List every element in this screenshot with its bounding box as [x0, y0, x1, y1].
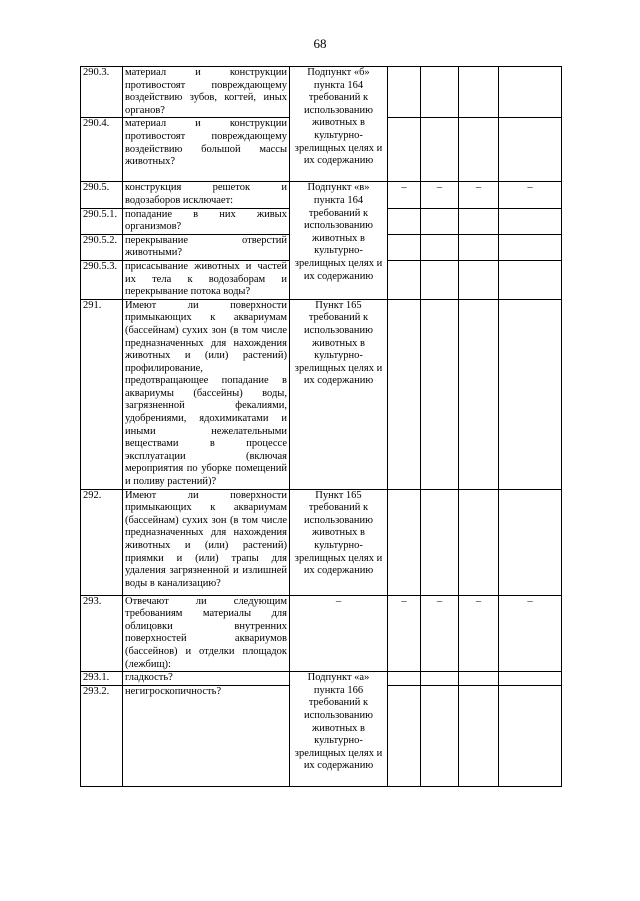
answer-cell-no[interactable] [421, 685, 459, 786]
question-text: конструкция решеток и водозаборов исключает: [123, 182, 290, 208]
page-number: 68 [313, 36, 327, 51]
item-number: 290.5.1. [81, 208, 123, 234]
item-number: 290.5.3. [81, 260, 123, 299]
question-text: перекрывание отверстий животными? [123, 234, 290, 260]
answer-cell-no[interactable] [421, 299, 459, 489]
item-number: 292. [81, 489, 123, 595]
answer-cell-yes[interactable] [388, 67, 421, 118]
answer-cell-note[interactable] [499, 299, 562, 489]
answer-cell-yes[interactable] [388, 234, 421, 260]
table-row [81, 67, 562, 118]
item-number: 290.5. [81, 182, 123, 208]
question-text: Отвечают ли следующим требованиям материалы для облицовки внутренних поверхностей аквариумов (бассейнов) и отделки площадок (лежбищ): [123, 595, 290, 672]
table-row [81, 595, 562, 672]
answer-cell-note[interactable] [499, 208, 562, 234]
answer-cell-note[interactable] [499, 672, 562, 686]
answer-cell-yes[interactable] [388, 685, 421, 786]
answer-cell-yes[interactable] [388, 118, 421, 182]
item-number: 290.5.2. [81, 234, 123, 260]
answer-cell-na[interactable] [459, 67, 499, 118]
item-number: 293.2. [81, 685, 123, 786]
answer-cell-na[interactable] [459, 685, 499, 786]
dash-mark: – [459, 182, 499, 208]
answer-cell-na[interactable] [459, 118, 499, 182]
checklist-table [80, 66, 562, 787]
answer-cell-no[interactable] [421, 260, 459, 299]
answer-cell-no[interactable] [421, 208, 459, 234]
dash-mark: – [388, 182, 421, 208]
answer-cell-note[interactable] [499, 489, 562, 595]
question-text: негигроскопичность? [123, 685, 290, 786]
answer-cell-yes[interactable] [388, 672, 421, 686]
requirement-reference: Подпункт «а» пункта 166 требований к использованию животных в культурно-зрелищных целях и их содержанию [290, 672, 388, 787]
item-number: 291. [81, 299, 123, 489]
dash-mark: – [499, 182, 562, 208]
table-row [81, 182, 562, 208]
answer-cell-no[interactable] [421, 234, 459, 260]
requirement-reference: Пункт 165 требований к использованию животных в культурно-зрелищных целях и их содержанию [290, 489, 388, 595]
item-number: 290.4. [81, 118, 123, 182]
dash-mark: – [499, 595, 562, 672]
answer-cell-no[interactable] [421, 672, 459, 686]
question-text: гладкость? [123, 672, 290, 686]
item-number: 293. [81, 595, 123, 672]
answer-cell-note[interactable] [499, 118, 562, 182]
answer-cell-no[interactable] [421, 67, 459, 118]
question-text: попадание в них живых организмов? [123, 208, 290, 234]
requirement-reference: Подпункт «б» пункта 164 требований к использованию животных в культурно-зрелищных целях и их содержанию [290, 67, 388, 182]
answer-cell-yes[interactable] [388, 208, 421, 234]
answer-cell-note[interactable] [499, 234, 562, 260]
dash-mark: – [421, 182, 459, 208]
answer-cell-na[interactable] [459, 672, 499, 686]
dash-mark: – [421, 595, 459, 672]
answer-cell-note[interactable] [499, 260, 562, 299]
answer-cell-na[interactable] [459, 208, 499, 234]
answer-cell-yes[interactable] [388, 260, 421, 299]
answer-cell-no[interactable] [421, 489, 459, 595]
answer-cell-note[interactable] [499, 685, 562, 786]
question-text: присасывание животных и частей их тела к водозаборам и перекрывание потока воды? [123, 260, 290, 299]
requirement-reference: – [290, 595, 388, 672]
table-row [81, 672, 562, 686]
answer-cell-na[interactable] [459, 489, 499, 595]
question-text: материал и конструкции противостоят повреждающему воздействию большой массы животных? [123, 118, 290, 182]
question-text: Имеют ли поверхности примыкающих к аквариумам (бассейнам) сухих зон (в том числе предназначенных для нахождения животных и (или) растений) приямки и (или) трапы для удаления загрязненной и излишней воды в канализацию? [123, 489, 290, 595]
question-text: материал и конструкции противостоят повреждающему воздействию зубов, когтей, иных органов? [123, 67, 290, 118]
table-row [81, 299, 562, 489]
answer-cell-na[interactable] [459, 260, 499, 299]
answer-cell-no[interactable] [421, 118, 459, 182]
requirement-reference: Пункт 165 требований к использованию животных в культурно-зрелищных целях и их содержанию [290, 299, 388, 489]
table-row [81, 489, 562, 595]
answer-cell-na[interactable] [459, 299, 499, 489]
answer-cell-yes[interactable] [388, 489, 421, 595]
item-number: 293.1. [81, 672, 123, 686]
requirement-reference: Подпункт «в» пункта 164 требований к использованию животных в культурно-зрелищных целях и их содержанию [290, 182, 388, 299]
dash-mark: – [459, 595, 499, 672]
answer-cell-na[interactable] [459, 234, 499, 260]
answer-cell-yes[interactable] [388, 299, 421, 489]
dash-mark: – [388, 595, 421, 672]
question-text: Имеют ли поверхности примыкающих к аквариумам (бассейнам) сухих зон (в том числе предназначенных для нахождения животных и (или) растений) профилирование, предотвращающее попадание в аквариумы (бассейны) воды, загрязненной фекалиями, удобрениями, ядохимикатами и иными нежелательными веществами в процессе эксплуатации (включая мероприятия по уборке помещений и поливу растений)? [123, 299, 290, 489]
answer-cell-note[interactable] [499, 67, 562, 118]
item-number: 290.3. [81, 67, 123, 118]
